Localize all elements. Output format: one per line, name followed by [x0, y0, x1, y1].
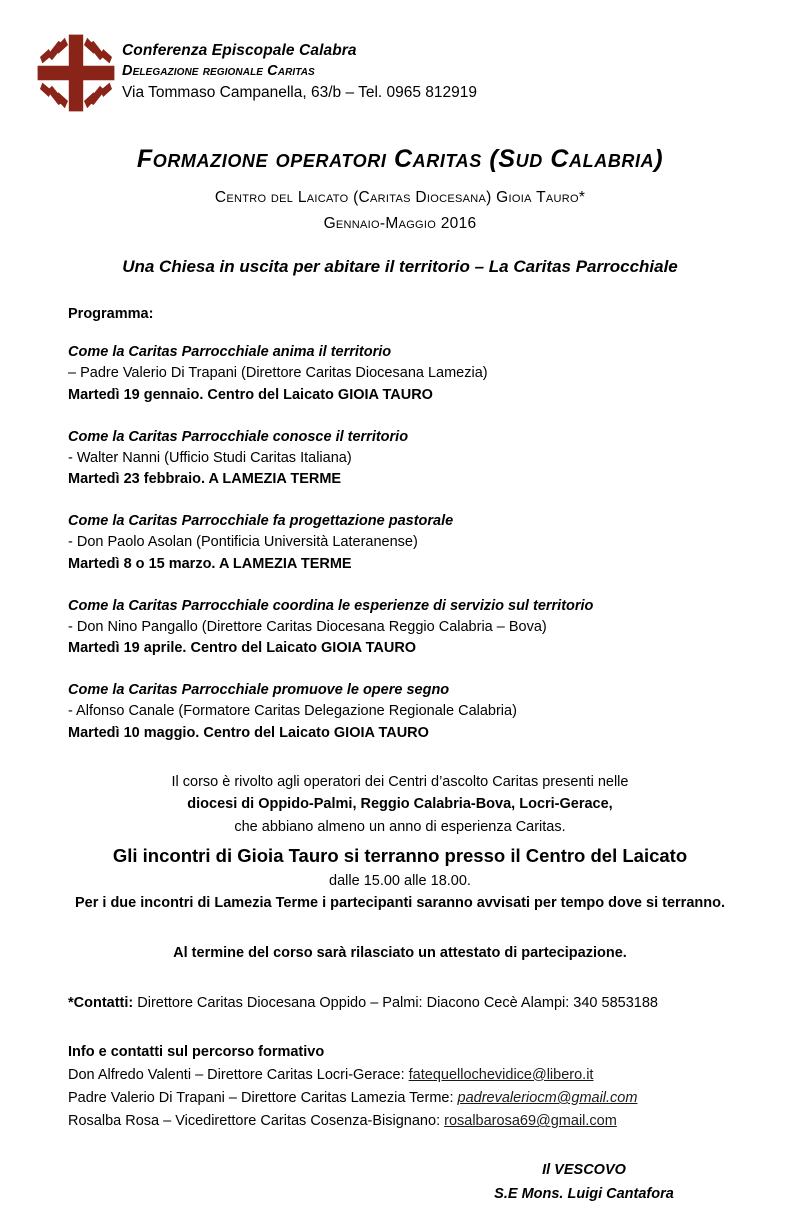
- program-item: [68, 427, 760, 492]
- program-item: [68, 680, 760, 745]
- note-lamezia-info: Per i due incontri di Lamezia Terme i partecipanti saranno avvisati per tempo dove si terranno.: [74, 895, 725, 912]
- contacts-label: *Contatti:: [68, 995, 134, 1012]
- theme-heading: Una Chiesa in uscita per abitare il territorio – La Caritas Parrocchiale: [122, 256, 678, 276]
- program-item-speaker: - Don Paolo Asolan (Pontificia Università Lateranense): [68, 534, 418, 551]
- caritas-cross-logo: [36, 33, 116, 113]
- program-item-title: Come la Caritas Parrocchiale anima il territorio: [68, 344, 392, 360]
- note-hours: dalle 15.00 alle 18.00.: [329, 872, 471, 889]
- signature-name: S.E Mons. Luigi Cantafora: [494, 1185, 674, 1202]
- note-certificate: Al termine del corso sarà rilasciato un attestato di partecipazione.: [173, 944, 627, 961]
- note-experience: che abbiano almeno un anno di esperienza Caritas.: [234, 818, 566, 835]
- note-dioceses: diocesi di Oppido-Palmi, Reggio Calabria-Bova, Locri-Gerace,: [187, 796, 613, 813]
- contacts-section: [0, 992, 800, 1133]
- info-heading: Info e contatti sul percorso formativo: [68, 1043, 325, 1060]
- signature-inner: [494, 1159, 674, 1205]
- email-link[interactable]: rosalbarosa69@gmail.com: [444, 1113, 617, 1130]
- program-item-date: Martedì 19 gennaio. Centro del Laicato GIOIA TAURO: [68, 386, 433, 403]
- program-item-speaker: - Don Nino Pangallo (Direttore Caritas Diocesana Reggio Calabria – Bova): [68, 618, 547, 635]
- program-item-title: Come la Caritas Parrocchiale promuove le opere segno: [68, 682, 450, 699]
- contact-person-text: Don Alfredo Valenti – Direttore Caritas Locri-Gerace:: [68, 1066, 409, 1083]
- program-item-title: Come la Caritas Parrocchiale conosce il territorio: [68, 428, 409, 445]
- contacts-main-text: Direttore Caritas Diocesana Oppido – Palmi: Diacono Cecè Alampi: 340 5853188: [133, 995, 658, 1012]
- title-block: [0, 144, 800, 234]
- period-subtitle: Gennaio-Maggio 2016: [323, 215, 477, 233]
- program-label: Programma:: [68, 306, 154, 322]
- organization-address: Via Tommaso Campanella, 63/b – Tel. 0965 812919: [122, 84, 478, 102]
- note-audience: Il corso è rivolto agli operatori dei Centri d’ascolto Caritas presenti nelle: [171, 773, 629, 790]
- email-link[interactable]: fatequellochevidice@libero.it: [408, 1066, 594, 1083]
- program-item-date: Martedì 8 o 15 marzo. A LAMEZIA TERME: [68, 555, 352, 572]
- program-section: [0, 306, 800, 745]
- program-item-speaker: – Padre Valerio Di Trapani (Direttore Caritas Diocesana Lamezia): [68, 365, 488, 382]
- letterhead: [0, 0, 800, 113]
- program-item-date: Martedì 23 febbraio. A LAMEZIA TERME: [68, 471, 342, 488]
- page-title: Formazione operatori Caritas (Sud Calabria): [136, 145, 664, 173]
- program-item-speaker: - Walter Nanni (Ufficio Studi Caritas Italiana): [68, 449, 352, 466]
- note-venue-highlight: Gli incontri di Gioia Tauro si terranno presso il Centro del Laicato: [112, 844, 688, 866]
- contact-person-text: Rosalba Rosa – Vicedirettore Caritas Cosenza-Bisignano:: [68, 1113, 445, 1130]
- organization-subtitle: Delegazione regionale Caritas: [122, 63, 315, 80]
- contact-person-text: Padre Valerio Di Trapani – Direttore Caritas Lamezia Terme:: [68, 1089, 458, 1106]
- contact-row: [68, 1064, 760, 1087]
- email-link[interactable]: padrevaleriocm@gmail.com: [457, 1089, 638, 1106]
- letterhead-text: [122, 31, 477, 105]
- program-item-date: Martedì 19 aprile. Centro del Laicato GIOIA TAURO: [68, 640, 417, 657]
- contacts-main-line: [68, 992, 760, 1015]
- contact-row: [68, 1110, 760, 1133]
- program-item: [68, 596, 760, 661]
- contact-row: [68, 1087, 760, 1110]
- signature-block: [0, 1159, 800, 1205]
- signature-role: Il VESCOVO: [542, 1162, 626, 1179]
- organization-name: Conferenza Episcopale Calabra: [122, 42, 357, 59]
- eligibility-notes: [0, 771, 800, 915]
- program-item-date: Martedì 10 maggio. Centro del Laicato GIOIA TAURO: [68, 724, 429, 741]
- venue-subtitle: Centro del Laicato (Caritas Diocesana) Gioia Tauro*: [214, 189, 586, 206]
- program-item-title: Come la Caritas Parrocchiale coordina le esperienze di servizio sul territorio: [68, 597, 594, 614]
- program-item: [68, 342, 760, 407]
- program-item-speaker: - Alfonso Canale (Formatore Caritas Delegazione Regionale Calabria): [68, 703, 517, 720]
- program-item: [68, 511, 760, 576]
- program-item-title: Come la Caritas Parrocchiale fa progettazione pastorale: [68, 513, 454, 530]
